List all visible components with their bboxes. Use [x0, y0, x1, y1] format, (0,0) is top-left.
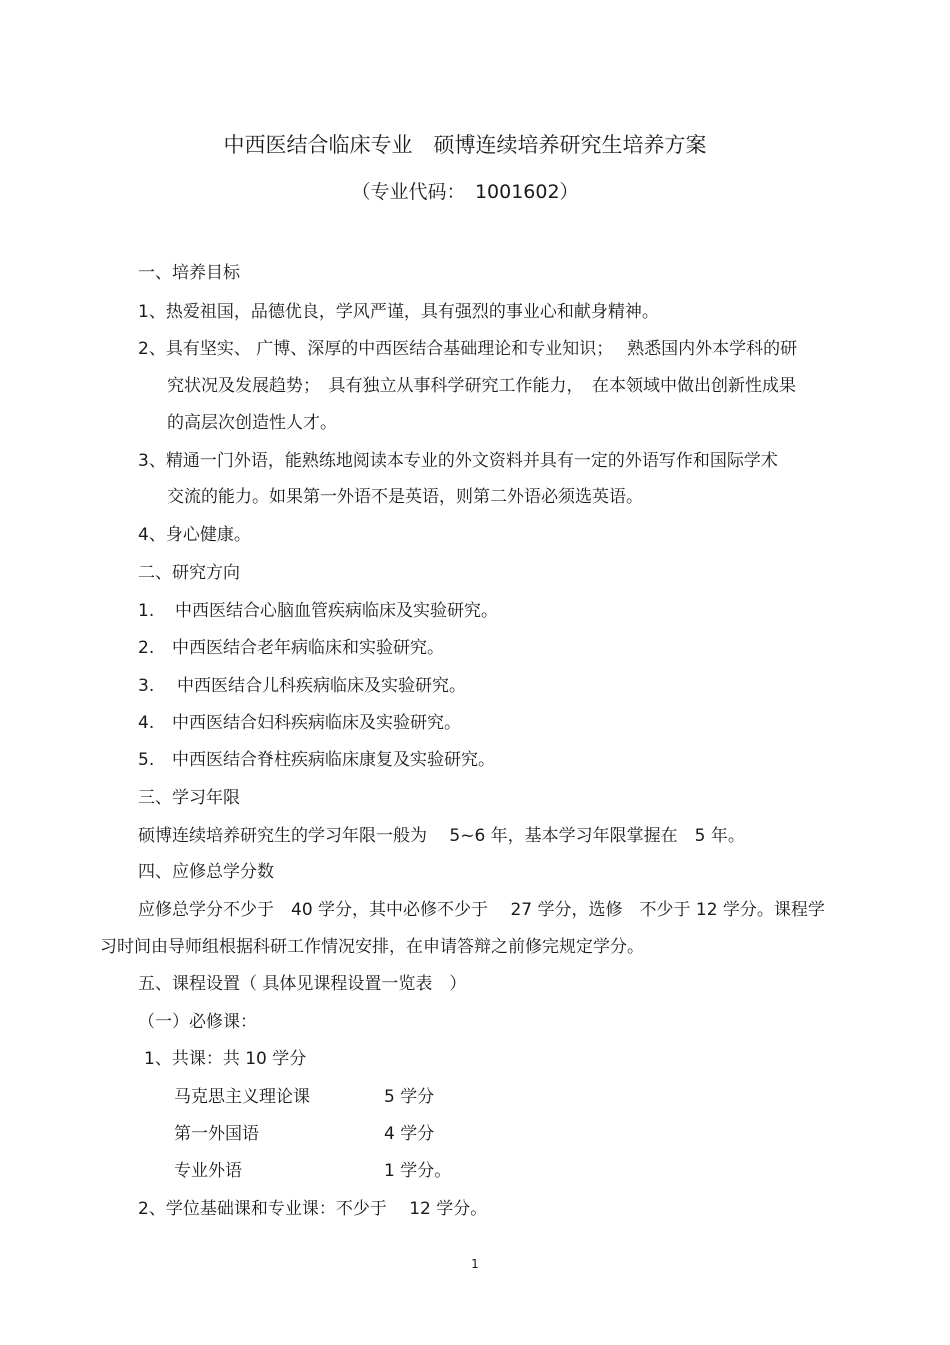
research-item-number: 4.	[138, 713, 155, 733]
section-heading-duration: 三、学习年限	[138, 788, 240, 808]
common-courses-label: 1、共课：共 10 学分	[144, 1049, 307, 1069]
research-item	[138, 600, 498, 622]
required-courses-label: （一）必修课：	[138, 1012, 257, 1032]
course-credit: 1 学分。	[384, 1161, 452, 1181]
goal-item-3-line-1: 3、精通一门外语，能熟练地阅读本专业的外文资料并具有一定的外语写作和国际学术	[138, 451, 778, 471]
goal-item-2-line-3: 的高层次创造性人才。	[167, 413, 337, 433]
research-item	[138, 712, 461, 734]
research-item	[138, 675, 466, 697]
section-heading-research: 二、研究方向	[138, 563, 240, 583]
credits-body-line-1: 应修总学分不少于 40 学分，其中必修不少于 27 学分，选修 不少于 12 学分。课程学	[138, 900, 825, 920]
degree-courses-label: 2、学位基础课和专业课：不少于 12 学分。	[138, 1199, 488, 1219]
research-item	[138, 749, 495, 771]
credits-body-line-2: 习时间由导师组根据科研工作情况安排，在申请答辩之前修完规定学分。	[100, 937, 644, 957]
research-item-text: 中西医结合妇科疾病临床及实验研究。	[172, 713, 461, 733]
section-heading-credits: 四、应修总学分数	[138, 862, 274, 882]
document-title: 中西医结合临床专业 硕博连续培养研究生培养方案	[223, 133, 707, 157]
research-item-text: 中西医结合老年病临床和实验研究。	[172, 638, 444, 658]
research-item-number: 1.	[138, 601, 155, 621]
research-item-number: 5.	[138, 750, 155, 770]
course-name: 专业外语	[174, 1161, 242, 1181]
research-item-text: 中西医结合心脑血管疾病临床及实验研究。	[175, 601, 498, 621]
goal-item-1: 1、热爱祖国，品德优良，学风严谨，具有强烈的事业心和献身精神。	[138, 302, 659, 322]
duration-body: 硕博连续培养研究生的学习年限一般为 5~6 年，基本学习年限掌握在 5 年。	[138, 826, 745, 846]
section-heading-courses: 五、课程设置（ 具体见课程设置一览表 ）	[138, 974, 467, 994]
goal-item-2-line-2: 究状况及发展趋势； 具有独立从事科学研究工作能力， 在本领域中做出创新性成果	[167, 376, 796, 396]
research-item-number: 2.	[138, 638, 155, 658]
goal-item-2-line-1: 2、具有坚实、 广博、深厚的中西医结合基础理论和专业知识； 熟悉国内外本学科的研	[138, 339, 798, 359]
major-code: （专业代码： 1001602）	[351, 181, 579, 203]
research-item-text: 中西医结合脊柱疾病临床康复及实验研究。	[172, 750, 495, 770]
course-credit: 5 学分	[384, 1087, 435, 1107]
section-heading-goals: 一、培养目标	[138, 263, 240, 283]
course-name: 马克思主义理论课	[174, 1087, 310, 1107]
goal-item-3-line-2: 交流的能力。如果第一外语不是英语，则第二外语必须选英语。	[167, 487, 643, 507]
page-number: 1	[471, 1257, 479, 1271]
course-name: 第一外国语	[174, 1124, 259, 1144]
research-item	[138, 637, 444, 659]
research-item-number: 3.	[138, 676, 155, 696]
course-credit: 4 学分	[384, 1124, 435, 1144]
goal-item-4: 4、身心健康。	[138, 525, 251, 545]
research-item-text: 中西医结合儿科疾病临床及实验研究。	[177, 676, 466, 696]
